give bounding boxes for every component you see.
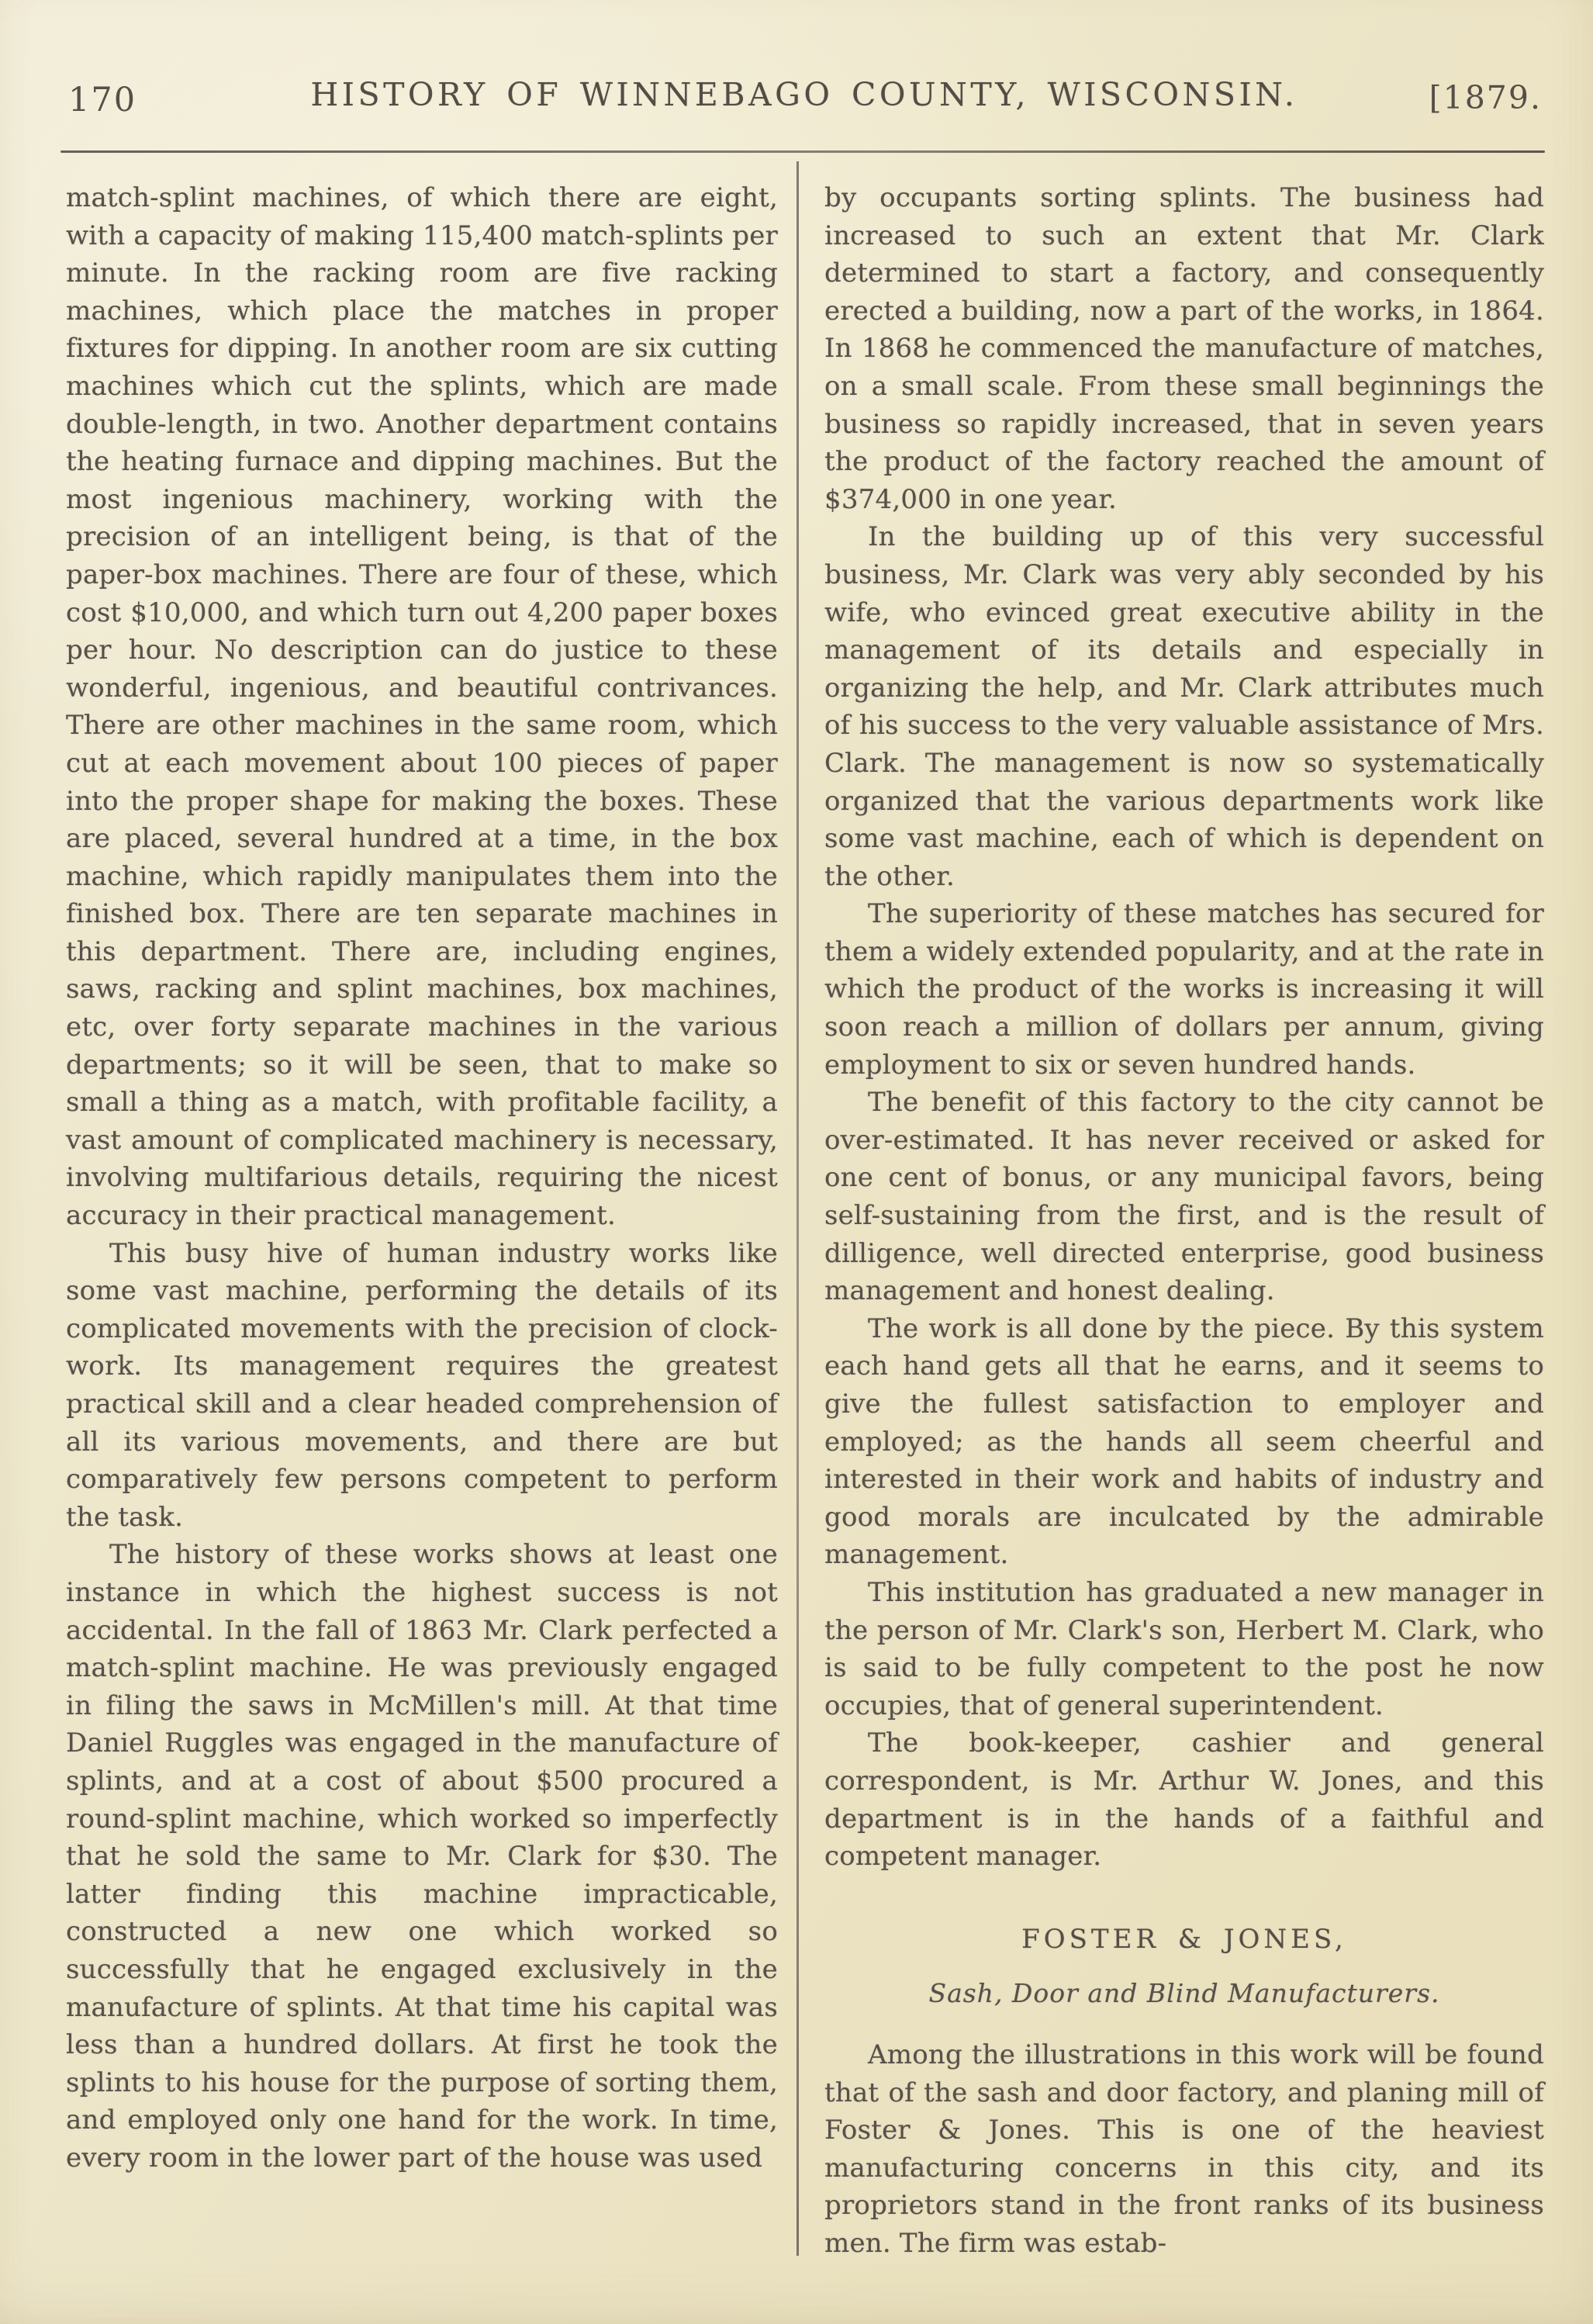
paragraph: by occupants sorting splints. The business had increased to such an extent that Mr. Clark determined to start a factory, and consequently erected a building, now a part of the works, in 1864. In 1868 he commenced the manufacture of matches, on a small scale. From these small beginnings the business so rapidly increased, that in seven years the product of the factory reached the amount of $374,000 in one year. (824, 182, 1544, 515)
header-year: [1879. (1429, 79, 1542, 116)
paragraph: The work is all done by the piece. By this system each hand gets all that he earns, and it seems to give the fullest satisfaction to employer and employed; as the hands all seem cheerful and interested in their work and habits of industry and good morals are inculcated by the admirable management. (824, 1312, 1544, 1571)
paragraph: The superiority of these matches has secured for them a widely extended popularity, and at the rate in which the product of the works is increasing it will soon reach a million of dollars per annum, giving employment to six or seven hundred hands. (824, 898, 1544, 1081)
paragraph: The history of these works shows at least one instance in which the highest success is not accidental. In the fall of 1863 Mr. Clark perfected a match-splint machine. He was previously engaged in filing the saws in McMillen's mill. At that time Daniel Ruggles was engaged in the manufacture of splints, and at a cost of about $500 procured a round-splint machine, which worked so imperfectly that he sold the same to Mr. Clark for $30. The latter finding this machine impracticable, constructed a new one which worked so successfully that he engaged exclusively in the manufacture of splints. At that time his capital was less than a hundred dollars. At first he took the splints to his house for the purpose of sorting them, and employed only one hand for the work. In time, every room in the lower part of the house was used (66, 1539, 778, 2174)
paragraph: match-splint machines, of which there are eight, with a capacity of making 115,400 match-splints per minute. In the racking room are five racking machines, which place the matches in proper fixtures for dipping. In another room are six cutting machines which cut the splints, which are made double-length, in two. Another department contains the heating furnace and dipping machines. But the most ingenious machinery, working with the precision of an intelligent being, is that of the paper-box machines. There are four of these, which cost $10,000, and which turn out 4,200 paper boxes per hour. No description can do justice to these wonderful, ingenious, and beautiful contrivances. There are other machines in the same room, which cut at each movement about 100 pieces of paper into the proper shape for making the boxes. These are placed, several hundred at a time, in the box machine, which rapidly manipulates them into the finished box. There are ten separate machines in this department. There are, including engines, saws, racking and splint machines, box machines, etc, over forty separate machines in the various departments; so it will be seen, that to make so small a thing as a match, with profitable facility, a vast amount of complicated machinery is necessary, involving multifarious details, requiring the nicest accuracy in their practical management. (66, 182, 778, 1232)
header-title: HISTORY OF WINNEBAGO COUNTY, WISCONSIN. (310, 76, 1298, 113)
running-header (65, 74, 1543, 121)
section-subheading: Sash, Door and Blind Manufacturers. (928, 1978, 1440, 2009)
paragraph: The book-keeper, cashier and general correspondent, is Mr. Arthur W. Jones, and this department is in the hands of a faithful and competent manager. (824, 1727, 1544, 1873)
paragraph: This busy hive of human industry works like some vast machine, performing the details of its complicated movements with the precision of clock-work. Its management requires the greatest practical skill and a clear headed comprehension of all its various movements, and there are but comparatively few persons competent to perform the task. (66, 1237, 778, 1533)
paragraph: This institution has graduated a new manager in the person of Mr. Clark's son, Herbert M. Clark, who is said to be fully competent to the post he now occupies, that of general superintendent. (824, 1576, 1544, 1721)
section-heading: FOSTER & JONES, (1021, 1923, 1347, 1955)
right-column (824, 179, 1544, 2262)
left-column (66, 179, 778, 2177)
header-rule-divider (60, 150, 1545, 153)
page-number: 170 (68, 81, 137, 119)
paragraph: In the building up of this very successful business, Mr. Clark was very ably seconded by his wife, who evinced great executive ability in the management of its details and especially in organizing the help, and Mr. Clark attributes much of his success to the very valuable assistance of Mrs. Clark. The management is now so systematically organized that the various departments work like some vast machine, each of which is dependent on the other. (824, 521, 1544, 892)
column-divider (796, 161, 799, 2256)
paragraph: The benefit of this factory to the city cannot be over-estimated. It has never received or asked for one cent of bonus, or any municipal favors, being self-sustaining from the first, and is the result of dilligence, well directed enterprise, good business management and honest dealing. (824, 1087, 1544, 1307)
paragraph: Among the illustrations in this work will be found that of the sash and door factory, and planing mill of Foster & Jones. This is one of the heaviest manufacturing concerns in this city, and its proprietors stand in the front ranks of its business men. The firm was estab- (824, 2039, 1544, 2259)
